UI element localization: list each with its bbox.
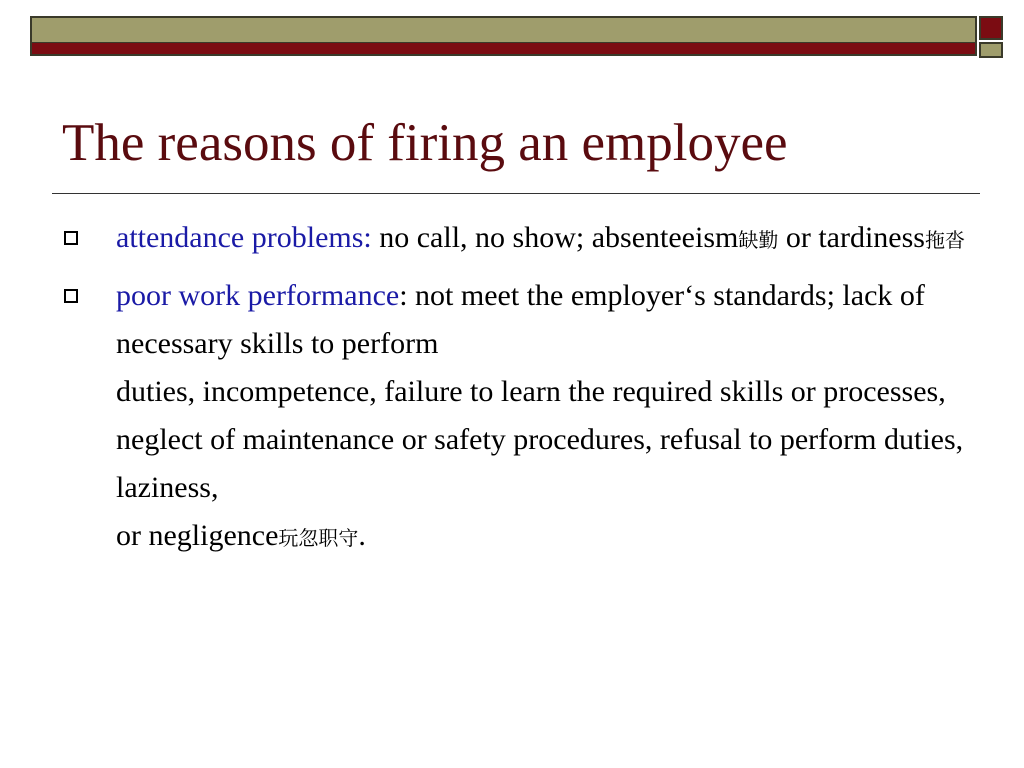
- bullet-text-cont: or tardiness: [778, 221, 925, 254]
- bullet-cjk-gloss-2: 拖沓: [924, 228, 965, 252]
- bullet-text: no call, no show; absenteeism: [371, 221, 739, 254]
- bullet-item-attendance-problems: [64, 214, 1009, 264]
- hollow-square-bullet-icon: [64, 289, 78, 303]
- slide-title: The reasons of firing an employee: [62, 114, 788, 172]
- header-bar-olive-stripe: [32, 18, 975, 42]
- bullet-text-cont-2: or negligence: [116, 519, 279, 552]
- bullet-list: [64, 214, 1009, 570]
- bullet-text-cont: duties, incompetence, failure to learn the required skills or processes, neglect of maintenance or safety procedures, refusal to perform duties, laziness,: [116, 375, 964, 504]
- bullet-item-poor-work-performance: [64, 272, 1009, 562]
- title-divider: [52, 193, 980, 194]
- header-decoration-bar: [30, 16, 977, 56]
- bullet-term: attendance problems:: [116, 221, 372, 254]
- hollow-square-bullet-icon: [64, 231, 78, 245]
- bullet-cjk-gloss: 缺勤: [738, 228, 779, 252]
- bullet-text: : not meet the employer‘s standards; lack of necessary skills to perform: [116, 279, 925, 360]
- bullet-term: poor work performance: [116, 279, 400, 312]
- corner-square-olive: [979, 42, 1003, 58]
- bullet-cjk-gloss: 玩忽职守: [278, 526, 359, 550]
- bullet-tail: .: [358, 519, 366, 552]
- corner-square-red: [979, 16, 1003, 40]
- header-bar-red-stripe: [32, 42, 975, 54]
